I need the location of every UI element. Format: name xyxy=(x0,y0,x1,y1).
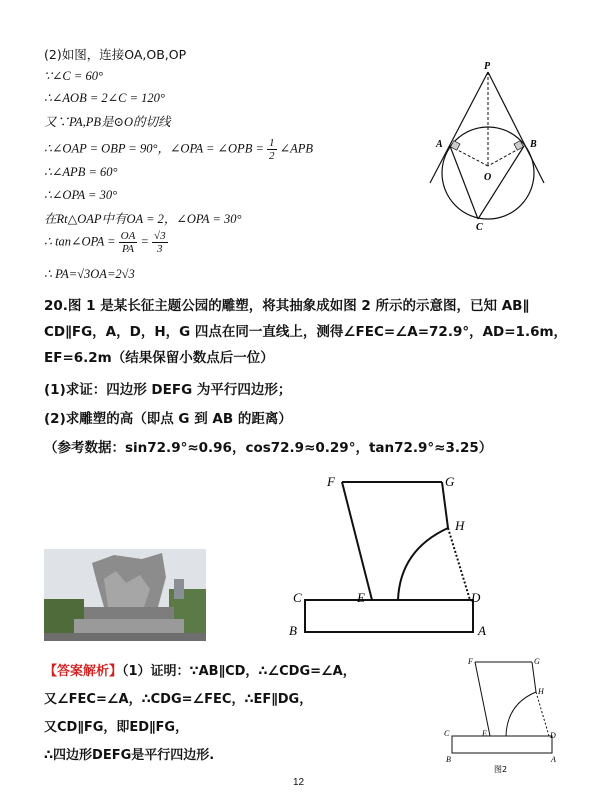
proof-line-5a: ∴∠OAP = OBP = 90°，∠OPA = ∠OPB = xyxy=(44,141,264,156)
proof-line-5b: ∠APB xyxy=(279,141,314,156)
fraction-half xyxy=(267,137,277,162)
proof-line-4: 又∵PA,PB是⊙O的切线 xyxy=(44,115,171,129)
segment-hd-dotted xyxy=(448,528,470,600)
arc xyxy=(506,692,536,736)
answer-a1: （1）证明：∵AB∥CD，∴∠CDG=∠A， xyxy=(122,664,356,679)
proof-line-7: ∴∠OPA = 30° xyxy=(44,188,118,202)
proof-line-6: ∴∠APB = 60° xyxy=(44,165,118,179)
label-a: A xyxy=(478,623,486,638)
segment-fe xyxy=(475,662,490,736)
question-1: (1)求证：四边形 DEFG 为平行四边形； xyxy=(44,382,292,398)
frac-den: PA xyxy=(121,243,135,255)
problem-line-3: EF=6.2m（结果保留小数点后一位） xyxy=(44,350,274,366)
label-c: C xyxy=(444,729,450,738)
frac-den: 3 xyxy=(157,243,163,255)
label-g: G xyxy=(445,474,455,489)
frac-num: √3 xyxy=(154,230,166,242)
base-rect xyxy=(305,600,473,632)
label-c: C xyxy=(476,222,483,233)
frac-num: OA xyxy=(120,230,136,242)
proof-line-9 xyxy=(44,230,168,255)
problem-line-1: 20.图 1 是某长征主题公园的雕塑，将其抽象成如图 2 所示的示意图，已知 AB∥ xyxy=(44,298,530,314)
segment-gh xyxy=(532,662,536,692)
fraction-oa-pa xyxy=(119,230,138,255)
label-h: H xyxy=(455,518,465,533)
fraction-root3-3 xyxy=(152,230,168,255)
arc xyxy=(398,528,448,600)
label-o: O xyxy=(484,172,492,183)
segment-hd-dotted xyxy=(536,692,549,736)
parallelogram-figure-main xyxy=(285,470,500,640)
label-b: B xyxy=(530,139,537,150)
label-a: A xyxy=(551,755,556,764)
proof-line-10: ∴ PA=√3OA=2√3 xyxy=(44,267,135,281)
proof-line-2: ∵∠C = 60° xyxy=(44,69,103,83)
label-b: B xyxy=(289,623,297,638)
question-2: (2)求雕塑的高（即点 G 到 AB 的距离） xyxy=(44,411,292,427)
frac-den: 2 xyxy=(269,150,275,162)
proof-line-8: 在Rt△OAP中有OA = 2，∠OPA = 30° xyxy=(44,212,242,226)
label-c: C xyxy=(293,590,302,605)
label-d: D xyxy=(471,590,481,605)
label-f: F xyxy=(468,657,473,666)
answer-line-3: 又CD∥FG，即ED∥FG， xyxy=(44,720,189,735)
equals-sign: = xyxy=(140,234,149,249)
label-d: D xyxy=(550,731,556,740)
proof-line-3: ∴∠AOB = 2∠C = 120° xyxy=(44,91,165,105)
label-g: G xyxy=(534,657,540,666)
frac-num: 1 xyxy=(269,137,275,149)
page-number: 12 xyxy=(293,777,305,788)
segment-fe xyxy=(342,482,372,600)
label-a: A xyxy=(436,139,443,150)
answer-line-4: ∴四边形DEFG是平行四边形. xyxy=(44,748,215,763)
label-f: F xyxy=(327,474,335,489)
proof-line-5 xyxy=(44,137,313,162)
label-b: B xyxy=(446,755,451,764)
tan-label: ∴ tan∠OPA = xyxy=(44,234,116,249)
problem-line-2: CD∥FG，A，D，H，G 四点在同一直线上，测得∠FEC=∠A=72.9°，AD=1.6m， xyxy=(44,324,568,340)
chord-ac xyxy=(450,146,478,219)
base-rect xyxy=(452,736,552,753)
proof-line-1: (2)如图，连接OA,OB,OP xyxy=(44,47,187,62)
label-h: H xyxy=(538,687,544,696)
parallelogram-figure-small xyxy=(440,652,565,777)
circle-tangent-figure xyxy=(420,58,570,233)
sculpture-photo xyxy=(44,549,206,641)
label-e: E xyxy=(357,590,365,605)
label-e: E xyxy=(482,729,487,738)
answer-line-2: 又∠FEC=∠A，∴CDG=∠FEC，∴EF∥DG， xyxy=(44,692,313,707)
answer-line-1 xyxy=(44,660,356,679)
label-p: P xyxy=(484,61,491,72)
reference-data: （参考数据：sin72.9°≈0.96，cos72.9≈0.29°，tan72.9°≈3.25） xyxy=(44,440,493,456)
answer-tag: 【答案解析】 xyxy=(44,664,123,679)
figure-caption: 图2 xyxy=(494,765,508,774)
